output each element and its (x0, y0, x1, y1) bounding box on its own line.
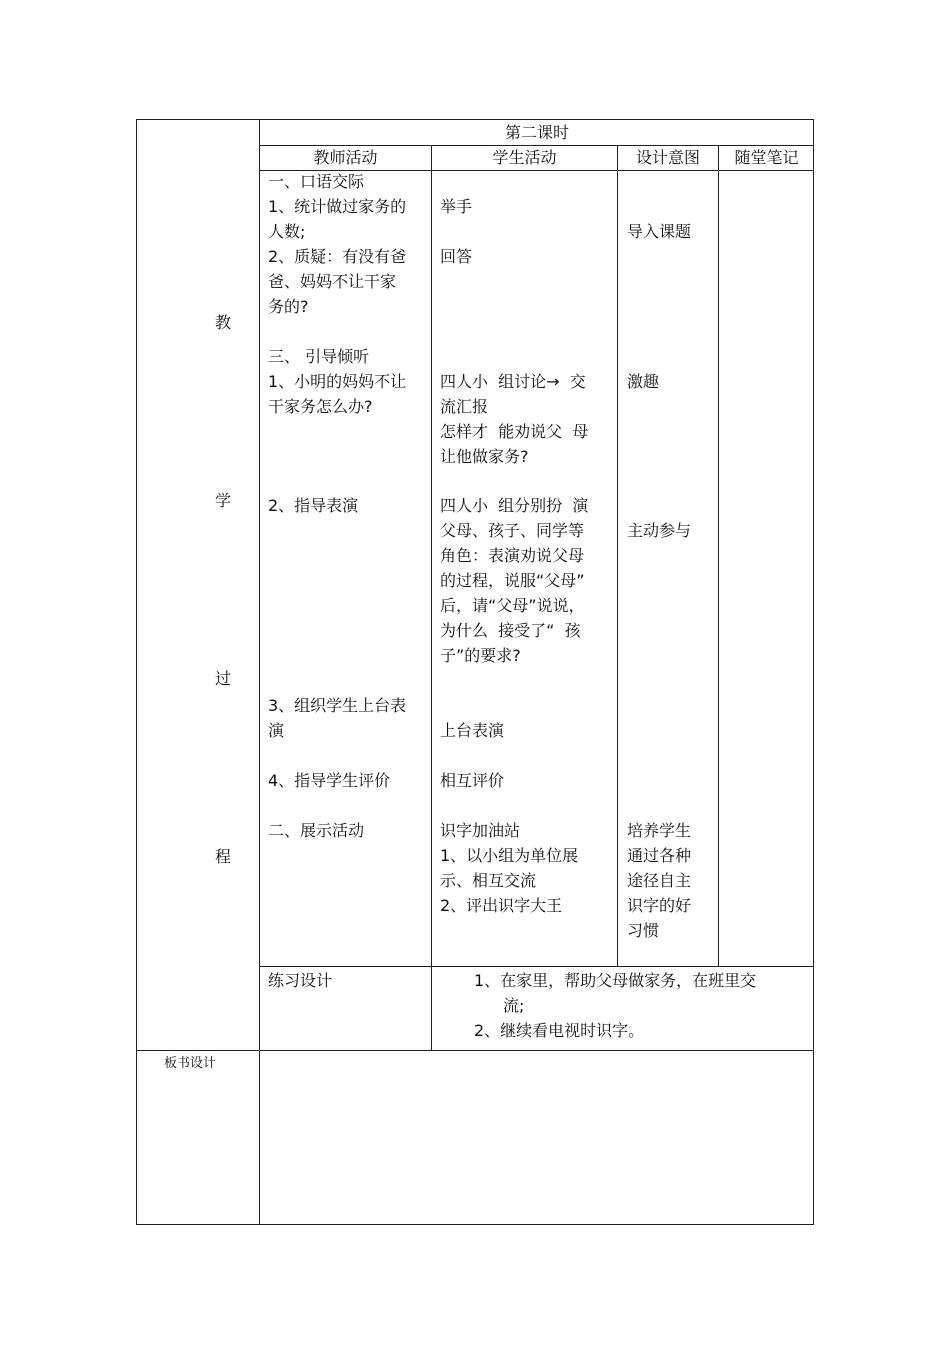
teacher-line: 2、指导表演 (268, 496, 359, 515)
teacher-line: 演 (268, 721, 285, 740)
divider-practice-row (259, 966, 814, 967)
intent-line: 导入课题 (627, 222, 692, 241)
intent-line: 识字的好 (627, 896, 692, 915)
header-student-activity: 学生活动 (492, 148, 557, 167)
header-teacher-activity: 教师活动 (313, 148, 378, 167)
intent-line: 主动参与 (627, 521, 692, 540)
teacher-line: 4、指导学生评价 (268, 771, 391, 790)
student-line: 角色：表演劝说父母 (440, 546, 585, 565)
side-label-char: 过 (215, 669, 232, 688)
side-label-char: 学 (215, 491, 232, 510)
lesson-title: 第二课时 (504, 123, 569, 142)
board-design-label: 板书设计 (164, 1056, 217, 1071)
side-label-char: 程 (215, 847, 232, 866)
student-line: 上台表演 (440, 721, 505, 740)
teacher-line: 务的? (268, 297, 309, 316)
teacher-line: 2、质疑：有没有爸 (268, 247, 407, 266)
intent-line: 途径自主 (627, 871, 692, 890)
student-line: 怎样才 能劝说父 母 (440, 422, 589, 441)
teacher-line: 3、组织学生上台表 (268, 696, 407, 715)
practice-label: 练习设计 (268, 971, 333, 990)
teacher-line: 1、统计做过家务的 (268, 197, 407, 216)
divider-teacher-student (431, 145, 432, 1050)
header-class-notes: 随堂笔记 (734, 148, 799, 167)
side-label-char: 教 (215, 313, 232, 332)
student-line: 2、评出识字大王 (440, 896, 563, 915)
student-line: 父母、孩子、同学等 (440, 521, 585, 540)
intent-line: 培养学生 (627, 821, 692, 840)
student-line: 流汇报 (440, 397, 489, 416)
student-line: 为什么 接受了“ 孩 (440, 621, 581, 640)
student-line: 识字加油站 (440, 821, 521, 840)
intent-line: 通过各种 (627, 846, 692, 865)
teacher-line: 人数; (268, 222, 306, 241)
practice-item: 2、继续看电视时识字。 (474, 1021, 645, 1040)
teacher-line: 一、口语交际 (268, 172, 365, 191)
lesson-plan-table (136, 119, 814, 1225)
student-line: 举手 (440, 197, 473, 216)
student-line: 后，请“父母”说说， (440, 596, 585, 615)
student-line: 的过程，说服“父母” (440, 571, 585, 590)
student-line: 子”的要求? (440, 646, 521, 665)
teacher-line: 1、小明的妈妈不让 (268, 372, 407, 391)
student-line: 让他做家务? (440, 447, 529, 466)
student-line: 相互评价 (440, 771, 505, 790)
practice-item: 流; (503, 996, 525, 1015)
teacher-line: 干家务怎么办? (268, 397, 373, 416)
divider-board-row (136, 1050, 814, 1051)
divider-student-intent (617, 145, 618, 966)
teacher-line: 二、展示活动 (268, 821, 365, 840)
teacher-line: 三、 引导倾听 (268, 347, 370, 366)
teacher-line: 爸、妈妈不让干家 (268, 272, 397, 291)
intent-line: 激趣 (627, 372, 660, 391)
student-line: 回答 (440, 247, 473, 266)
divider-side-column (259, 119, 260, 1225)
header-design-intent: 设计意图 (635, 148, 700, 167)
student-line: 四人小 组分别扮 演 (440, 496, 589, 515)
student-line: 示、相互交流 (440, 871, 537, 890)
practice-item: 1、在家里，帮助父母做家务，在班里交 (474, 971, 757, 990)
intent-line: 习惯 (627, 921, 660, 940)
student-line: 1、以小组为单位展 (440, 846, 579, 865)
student-line: 四人小 组讨论→ 交 (440, 372, 586, 391)
divider-intent-notes (718, 145, 719, 966)
